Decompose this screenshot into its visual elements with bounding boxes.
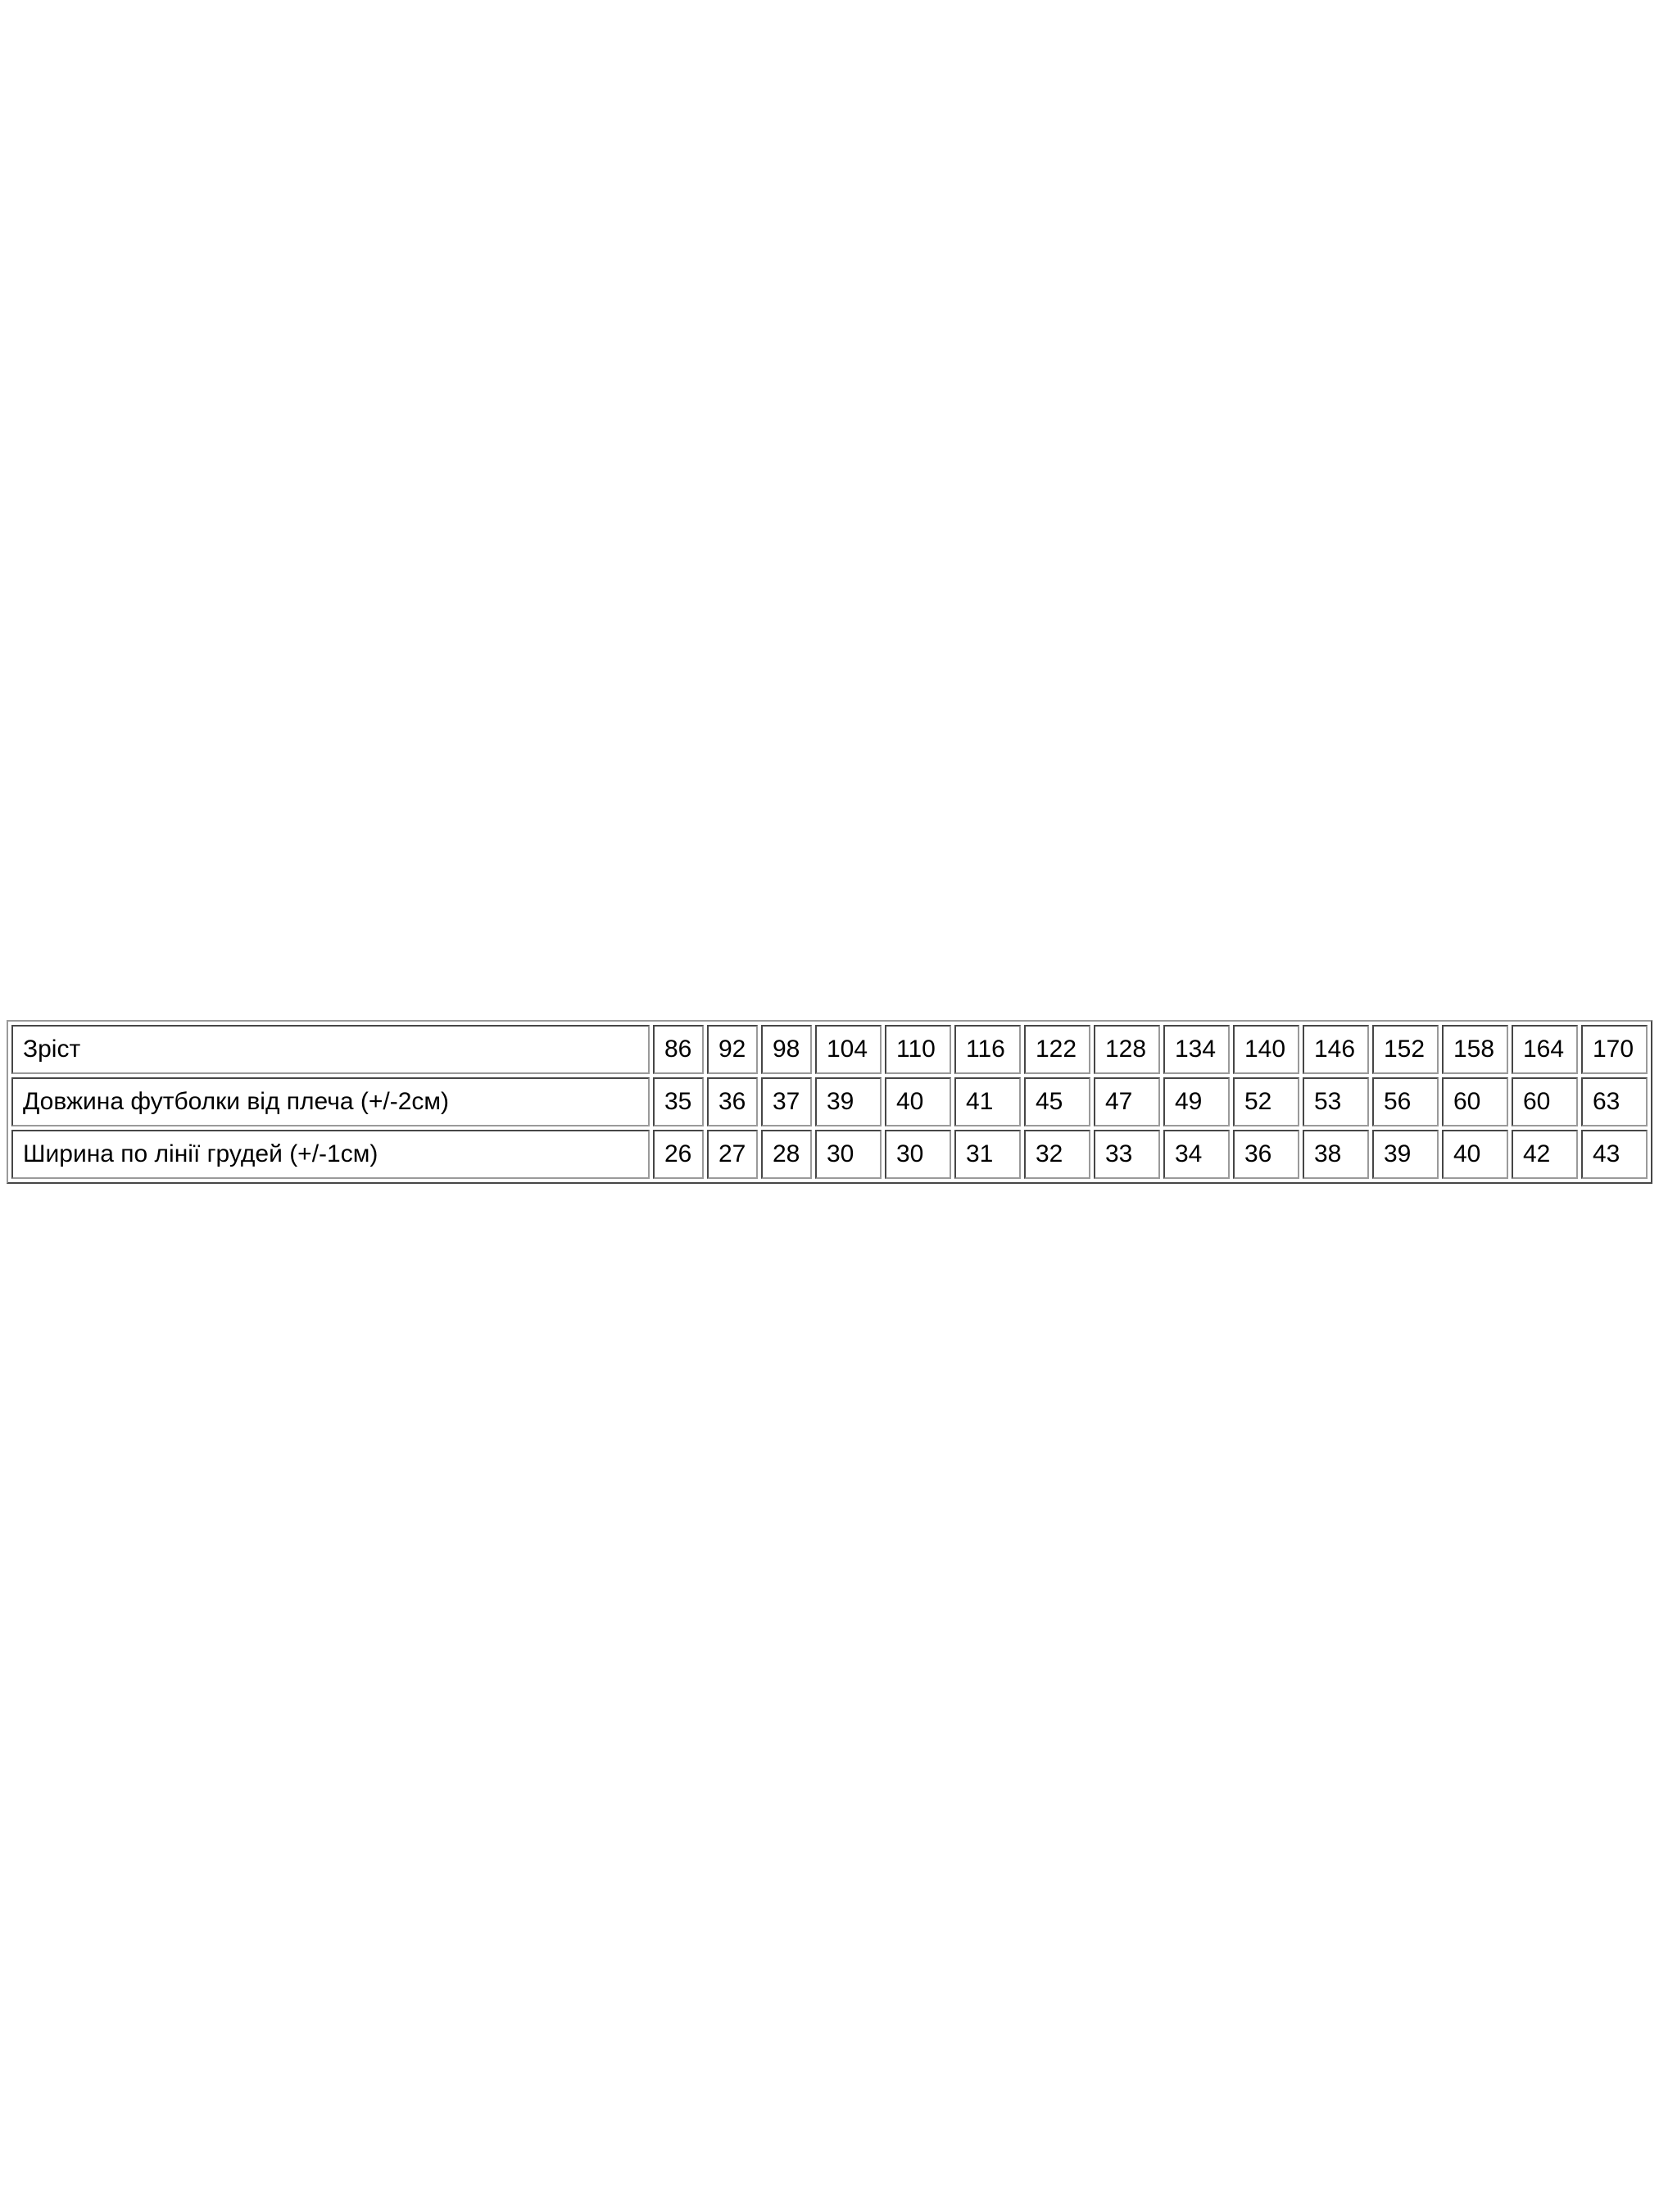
size-value-cell: 116: [954, 1025, 1021, 1074]
table-row: [11, 1077, 1648, 1126]
size-table-body: [11, 1025, 1648, 1179]
blank-area-top: [0, 0, 1659, 1020]
table-row: [11, 1130, 1648, 1179]
size-value-cell: 53: [1303, 1077, 1369, 1126]
size-value-cell: 40: [1442, 1130, 1508, 1179]
size-value-cell: 26: [653, 1130, 704, 1179]
size-value-cell: 31: [954, 1130, 1021, 1179]
size-value-cell: 86: [653, 1025, 704, 1074]
size-value-cell: 37: [761, 1077, 812, 1126]
size-chart-table: [7, 1020, 1652, 1184]
size-value-cell: 27: [707, 1130, 758, 1179]
row-label-cell: Ширина по лінії грудей (+/-1см): [11, 1130, 650, 1179]
size-value-cell: 56: [1372, 1077, 1439, 1126]
size-value-cell: 158: [1442, 1025, 1508, 1074]
size-value-cell: 52: [1233, 1077, 1299, 1126]
size-value-cell: 152: [1372, 1025, 1439, 1074]
size-value-cell: 98: [761, 1025, 812, 1074]
size-value-cell: 33: [1094, 1130, 1160, 1179]
size-value-cell: 140: [1233, 1025, 1299, 1074]
size-value-cell: 41: [954, 1077, 1021, 1126]
size-value-cell: 30: [815, 1130, 882, 1179]
row-label-cell: Довжина футболки від плеча (+/-2см): [11, 1077, 650, 1126]
size-value-cell: 146: [1303, 1025, 1369, 1074]
size-value-cell: 28: [761, 1130, 812, 1179]
size-value-cell: 45: [1024, 1077, 1090, 1126]
size-value-cell: 164: [1512, 1025, 1578, 1074]
size-value-cell: 104: [815, 1025, 882, 1074]
size-value-cell: 134: [1163, 1025, 1230, 1074]
size-value-cell: 43: [1581, 1130, 1648, 1179]
size-value-cell: 42: [1512, 1130, 1578, 1179]
size-value-cell: 39: [1372, 1130, 1439, 1179]
size-value-cell: 40: [885, 1077, 951, 1126]
size-value-cell: 34: [1163, 1130, 1230, 1179]
size-value-cell: 122: [1024, 1025, 1090, 1074]
size-value-cell: 38: [1303, 1130, 1369, 1179]
size-value-cell: 170: [1581, 1025, 1648, 1074]
size-value-cell: 92: [707, 1025, 758, 1074]
size-value-cell: 35: [653, 1077, 704, 1126]
size-value-cell: 63: [1581, 1077, 1648, 1126]
size-value-cell: 60: [1442, 1077, 1508, 1126]
row-label-cell: Зріст: [11, 1025, 650, 1074]
size-value-cell: 36: [1233, 1130, 1299, 1179]
size-value-cell: 128: [1094, 1025, 1160, 1074]
size-value-cell: 60: [1512, 1077, 1578, 1126]
size-value-cell: 47: [1094, 1077, 1160, 1126]
size-value-cell: 39: [815, 1077, 882, 1126]
size-value-cell: 30: [885, 1130, 951, 1179]
size-value-cell: 36: [707, 1077, 758, 1126]
size-value-cell: 49: [1163, 1077, 1230, 1126]
size-value-cell: 110: [885, 1025, 951, 1074]
table-row: [11, 1025, 1648, 1074]
size-value-cell: 32: [1024, 1130, 1090, 1179]
